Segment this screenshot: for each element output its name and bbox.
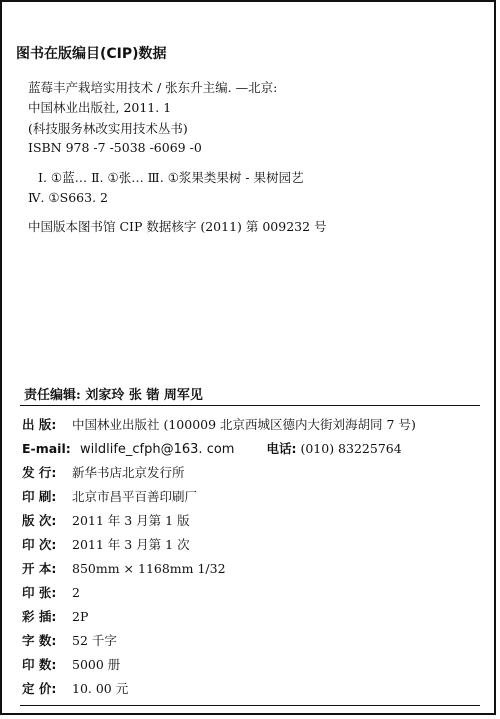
publisher-value: 中国林业出版社 (100009 北京西城区德内大街刘海胡同 7 号) [72, 417, 416, 432]
distributor-label: 发 行: [22, 465, 57, 480]
phone-label: 电话: [266, 441, 297, 456]
cip-publisher-line: 中国林业出版社, 2011. 1 [28, 100, 172, 115]
phone-value: (010) 83225764 [300, 441, 402, 456]
price-value: 10. 00 元 [72, 681, 129, 696]
email-value: wildlife_cfph@163. com [80, 442, 235, 457]
format-value: 850mm × 1168mm 1/32 [72, 561, 226, 576]
cip-isbn-line: ISBN 978 -7 -5038 -6069 -0 [28, 140, 202, 155]
edition-value: 2011 年 3 月第 1 版 [72, 513, 190, 528]
word-count-label: 字 数: [22, 633, 57, 648]
responsible-editors: 责任编辑: 刘家玲 张 锴 周军见 [24, 388, 203, 403]
price-label: 定 价: [22, 681, 57, 696]
price-row [22, 679, 128, 697]
email-label: E-mail: [22, 441, 71, 456]
color-plates-label: 彩 插: [22, 609, 57, 624]
color-plates-row [22, 607, 88, 625]
divider-bottom [20, 705, 480, 706]
format-label: 开 本: [22, 561, 57, 576]
word-count-row [22, 631, 117, 649]
edition-label: 版 次: [22, 513, 57, 528]
sheets-value: 2 [72, 585, 80, 600]
distributor-value: 新华书店北京发行所 [72, 465, 185, 480]
publisher-label: 出 版: [22, 417, 57, 432]
cip-subject-line: Ⅰ. ①蓝… Ⅱ. ①张… Ⅲ. ①浆果类果树 - 果树园艺 [38, 170, 304, 185]
word-count-value: 52 千字 [72, 633, 117, 648]
printer-value: 北京市昌平百善印刷厂 [72, 489, 198, 504]
impression-label: 印 次: [22, 537, 57, 552]
color-plates-value: 2P [72, 609, 89, 624]
contact-row [22, 439, 402, 457]
distributor-row [22, 463, 185, 481]
print-run-value: 5000 册 [72, 657, 121, 672]
cip-title: 图书在版编目(CIP)数据 [16, 46, 167, 62]
impression-row [22, 535, 190, 553]
printer-label: 印 刷: [22, 489, 57, 504]
sheets-row [22, 583, 80, 601]
cip-record-line: 中国版本图书馆 CIP 数据核字 (2011) 第 009232 号 [28, 219, 327, 234]
cip-book-line: 蓝莓丰产栽培实用技术 / 张东升主编. —北京: [28, 80, 278, 95]
sheets-label: 印 张: [22, 585, 57, 600]
printer-row [22, 487, 197, 505]
edition-row [22, 511, 190, 529]
print-run-label: 印 数: [22, 657, 57, 672]
cip-series-line: (科技服务林改实用技术丛书) [28, 121, 188, 136]
impression-value: 2011 年 3 月第 1 次 [72, 537, 190, 552]
cip-class-line: Ⅳ. ①S663. 2 [28, 190, 108, 205]
print-run-row [22, 655, 120, 673]
format-row [22, 559, 226, 577]
publisher-row [22, 415, 416, 433]
divider-top [20, 405, 480, 406]
